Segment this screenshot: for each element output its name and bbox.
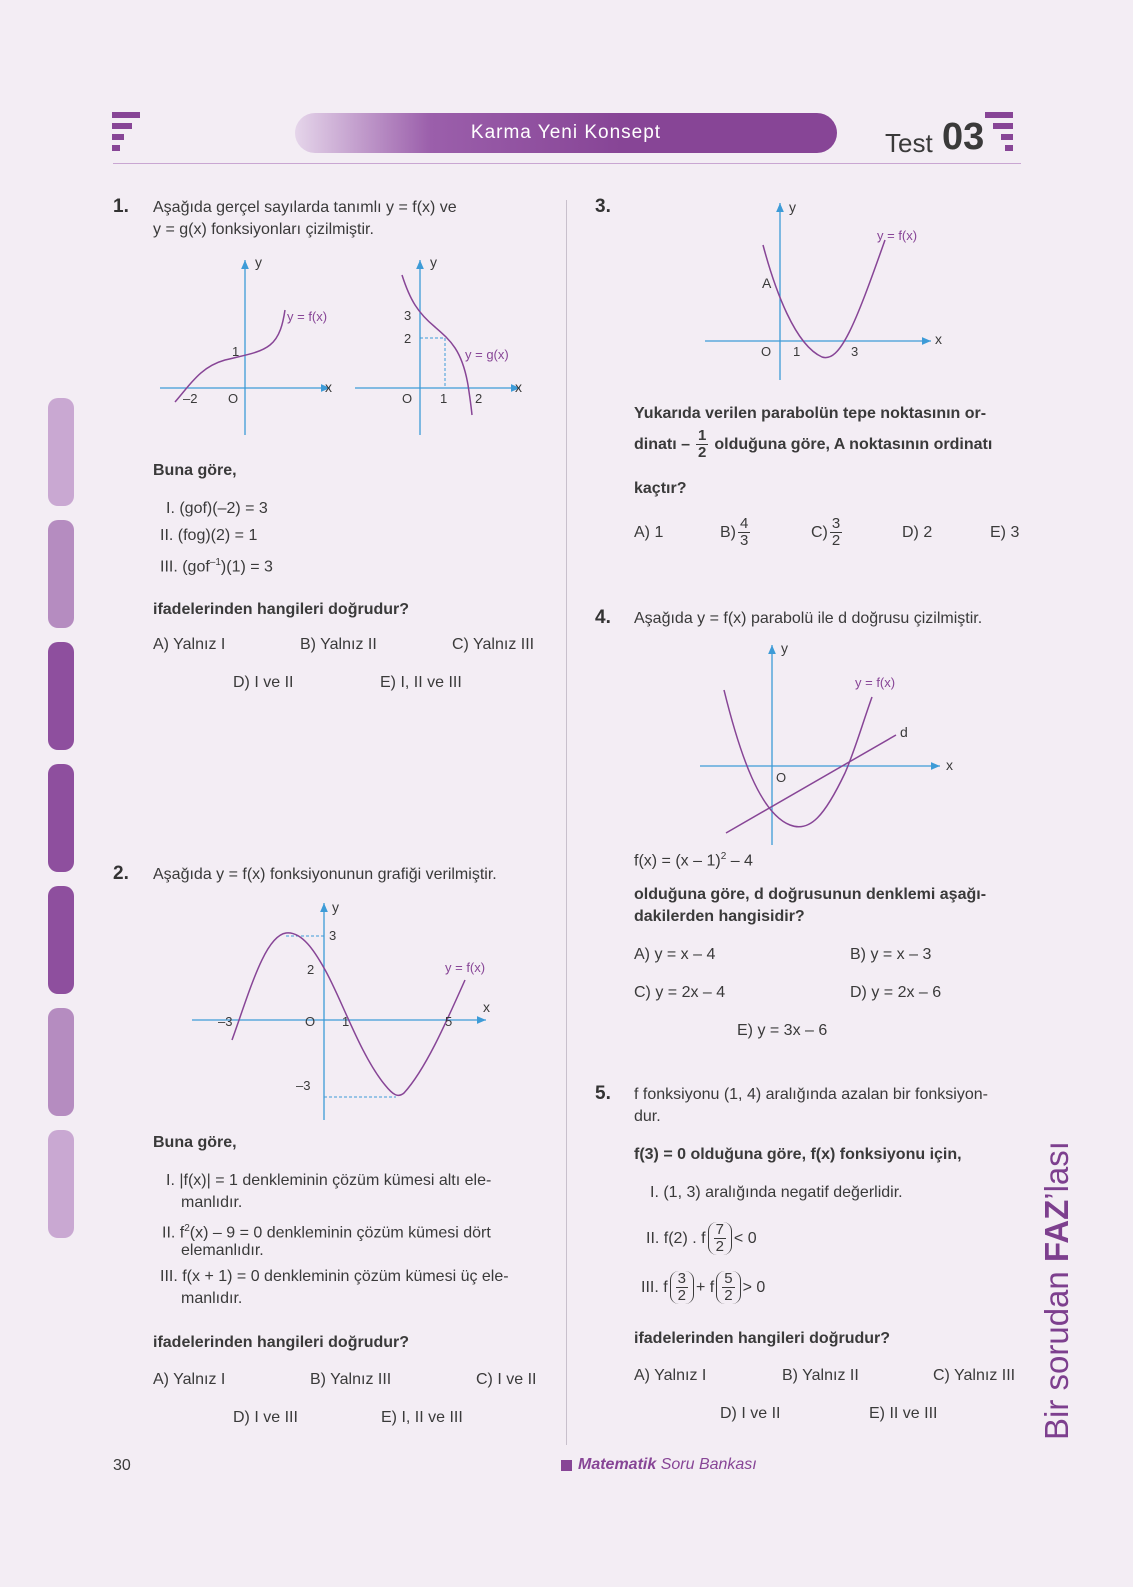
origin-label: O bbox=[228, 391, 239, 406]
question-4-option-a[interactable]: A) y = x – 4 bbox=[634, 946, 716, 963]
question-5-line3: f(3) = 0 olduğuna göre, f(x) fonksiyonu için, bbox=[634, 1146, 962, 1163]
tick-x-1: 1 bbox=[440, 391, 448, 406]
tick-minus-2: –2 bbox=[183, 391, 198, 406]
question-1-text-line1: Aşağıda gerçel sayılarda tanımlı y = f(x) ve bbox=[153, 199, 457, 216]
x-label: x bbox=[325, 379, 332, 395]
question-4-function: f(x) = (x – 1)$^2$ – 4 bbox=[634, 851, 753, 870]
question-1-text-line2: y = g(x) fonksiyonları çizilmiştir. bbox=[153, 221, 374, 238]
question-2-statement-2a: II. $f^2(x) - 9 = 0$ denkleminin çözüm kümesi dört bbox=[162, 1223, 491, 1242]
question-1-option-a[interactable]: A) Yalnız I bbox=[153, 636, 226, 653]
question-5-option-c[interactable]: C) Yalnız III bbox=[933, 1367, 1016, 1384]
question-1-graph-g bbox=[350, 255, 540, 445]
question-1-option-e[interactable]: E) I, II ve III bbox=[380, 674, 462, 691]
point-a-label: A bbox=[762, 275, 772, 291]
question-2-lead: Buna göre, bbox=[153, 1134, 237, 1151]
curve-label: y = g(x) bbox=[465, 347, 509, 362]
question-5-option-a[interactable]: A) Yalnız I bbox=[634, 1367, 707, 1384]
question-2-option-e[interactable]: E) I, II ve III bbox=[381, 1409, 463, 1426]
line-d bbox=[726, 735, 896, 833]
question-2-text: Aşağıda y = f(x) fonksiyonunun grafiği verilmiştir. bbox=[153, 866, 497, 883]
parabola bbox=[724, 690, 872, 827]
question-3-option-e[interactable]: E) 3 bbox=[990, 524, 1020, 541]
question-5-option-b[interactable]: B) Yalnız II bbox=[782, 1367, 859, 1384]
question-3-option-a[interactable]: A) 1 bbox=[634, 524, 664, 541]
question-4-number: 4. bbox=[595, 607, 611, 628]
section-title: Karma Yeni Konsept bbox=[295, 113, 837, 153]
question-2-option-d[interactable]: D) I ve III bbox=[233, 1409, 298, 1426]
question-5-line2: dur. bbox=[634, 1108, 661, 1125]
question-3-line1: Yukarıda verilen parabolün tepe noktasının or- bbox=[634, 405, 987, 422]
side-slogan: Bir sorudan FAZ’lası bbox=[1038, 1141, 1075, 1440]
question-4-line1: olduğuna göre, d doğrusunun denklemi aşağı- bbox=[634, 886, 987, 903]
question-5-statement-1: I. (1, 3) aralığında negatif değerlidir. bbox=[650, 1184, 903, 1201]
question-4-text: Aşağıda y = f(x) parabolü ile d doğrusu çizilmiştir. bbox=[634, 610, 983, 627]
question-2-option-b[interactable]: B) Yalnız III bbox=[310, 1371, 392, 1388]
question-1-option-d[interactable]: D) I ve II bbox=[233, 674, 294, 691]
tick-x-1: 1 bbox=[793, 344, 801, 359]
question-5-line1: f fonksiyonu (1, 4) aralığında azalan bir fonksiyon- bbox=[634, 1086, 988, 1103]
side-tab bbox=[48, 886, 74, 994]
y-label: y bbox=[430, 255, 437, 270]
question-2-statement-1a: I. |f(x)| = 1 denkleminin çözüm kümesi altı ele- bbox=[166, 1172, 492, 1189]
question-1-graph-f bbox=[155, 255, 345, 445]
x-label: x bbox=[483, 999, 490, 1015]
parabola bbox=[763, 240, 885, 358]
question-1-option-c[interactable]: C) Yalnız III bbox=[452, 636, 535, 653]
curve-g bbox=[402, 275, 472, 415]
tick-3: 3 bbox=[404, 308, 412, 323]
x-label: x bbox=[946, 757, 953, 773]
fraction-one-half: $\frac{1}{2}$ bbox=[698, 427, 707, 461]
question-2-question: ifadelerinden hangileri doğrudur? bbox=[153, 1334, 410, 1351]
question-3-line2: dinatı – $\frac{1}{2}$ olduğuna göre, A noktasının ordinatı bbox=[634, 427, 993, 461]
side-tab bbox=[48, 398, 74, 506]
tick-minus-3: –3 bbox=[296, 1078, 311, 1093]
question-3-number: 3. bbox=[595, 196, 611, 217]
side-tab bbox=[48, 1130, 74, 1238]
origin-label: O bbox=[402, 391, 413, 406]
question-2-statement-3a: III. f(x + 1) = 0 denkleminin çözüm kümesi üç ele- bbox=[160, 1268, 509, 1285]
question-4-line2: dakilerden hangisidir? bbox=[634, 908, 805, 925]
page-number: 30 bbox=[113, 1457, 131, 1474]
question-2-option-a[interactable]: A) Yalnız I bbox=[153, 1371, 226, 1388]
footer-square-icon bbox=[561, 1460, 572, 1471]
question-3-line3: kaçtır? bbox=[634, 480, 687, 497]
origin-label: O bbox=[776, 770, 787, 785]
header-divider bbox=[113, 163, 1021, 164]
curve-label: y = f(x) bbox=[287, 309, 328, 324]
question-3-graph bbox=[705, 195, 955, 385]
question-1-statement-3: III. (gof$^{-1}$)(1) = 3 bbox=[160, 557, 273, 576]
tick-x-minus-3: –3 bbox=[218, 1014, 233, 1029]
y-label: y bbox=[789, 199, 796, 215]
tick-3: 3 bbox=[329, 928, 337, 943]
question-1-number: 1. bbox=[113, 196, 129, 217]
tick-2: 2 bbox=[404, 331, 412, 346]
question-1-option-b[interactable]: B) Yalnız II bbox=[300, 636, 377, 653]
test-label: Test bbox=[885, 128, 933, 158]
y-label: y bbox=[255, 255, 262, 270]
line-d-label: d bbox=[900, 724, 908, 740]
question-5-statement-2: II. f(2) . f $\frac{7}{2}$ < 0 bbox=[646, 1221, 757, 1255]
question-1-statement-2: II. (fog)(2) = 1 bbox=[160, 527, 258, 544]
tick-x-1: 1 bbox=[342, 1014, 350, 1029]
question-3-option-c[interactable]: C) $\frac{3}{2}$ bbox=[811, 515, 841, 549]
side-tab bbox=[48, 764, 74, 872]
tick-2: 2 bbox=[307, 962, 315, 977]
question-5-number: 5. bbox=[595, 1083, 611, 1104]
question-4-graph bbox=[700, 645, 965, 850]
y-label: y bbox=[781, 645, 788, 656]
question-5-statement-3: III. f $\frac{3}{2}$ + f $\frac{5}{2}$ > 0 bbox=[641, 1270, 766, 1304]
question-1-statement-1: I. (gof)(–2) = 3 bbox=[166, 500, 268, 517]
question-2-statement-3b: manlıdır. bbox=[181, 1290, 243, 1307]
question-2-number: 2. bbox=[113, 863, 129, 884]
column-divider bbox=[566, 200, 567, 1445]
origin-label: O bbox=[761, 344, 772, 359]
tick-1: 1 bbox=[232, 344, 240, 359]
side-tab bbox=[48, 1008, 74, 1116]
curve-label: y = f(x) bbox=[445, 960, 486, 975]
question-3-option-b[interactable]: B) $\frac{4}{3}$ bbox=[720, 515, 749, 549]
y-label: y bbox=[332, 900, 339, 915]
question-4-option-b[interactable]: B) y = x – 3 bbox=[850, 946, 932, 963]
x-label: x bbox=[515, 379, 522, 395]
side-tab bbox=[48, 520, 74, 628]
question-1-question: ifadelerinden hangileri doğrudur? bbox=[153, 601, 410, 618]
curve-label: y = f(x) bbox=[877, 228, 918, 243]
question-4-option-e[interactable]: E) y = 3x – 6 bbox=[737, 1022, 828, 1039]
question-2-statement-2b: elemanlıdır. bbox=[181, 1242, 264, 1259]
side-tab bbox=[48, 642, 74, 750]
tick-x-5: 5 bbox=[445, 1014, 453, 1029]
test-number: 03 bbox=[942, 116, 985, 158]
question-2-statement-1b: manlıdır. bbox=[181, 1194, 243, 1211]
question-5-option-d[interactable]: D) I ve II bbox=[720, 1405, 781, 1422]
question-4-option-c[interactable]: C) y = 2x – 4 bbox=[634, 984, 726, 1001]
tick-x-2: 2 bbox=[475, 391, 483, 406]
question-2-option-c[interactable]: C) I ve II bbox=[476, 1371, 537, 1388]
question-3-option-d[interactable]: D) 2 bbox=[902, 524, 933, 541]
question-4-option-d[interactable]: D) y = 2x – 6 bbox=[850, 984, 942, 1001]
tick-x-3: 3 bbox=[851, 344, 859, 359]
book-title: Matematik Soru Bankası bbox=[578, 1456, 757, 1473]
origin-label: O bbox=[305, 1014, 316, 1029]
logo-mark-right bbox=[985, 112, 1015, 152]
logo-mark-left bbox=[112, 112, 142, 152]
question-5-option-e[interactable]: E) II ve III bbox=[869, 1405, 938, 1422]
question-1-lead: Buna göre, bbox=[153, 462, 237, 479]
question-5-question: ifadelerinden hangileri doğrudur? bbox=[634, 1330, 891, 1347]
curve-label: y = f(x) bbox=[855, 675, 896, 690]
x-label: x bbox=[935, 331, 942, 347]
question-2-graph bbox=[190, 900, 510, 1120]
